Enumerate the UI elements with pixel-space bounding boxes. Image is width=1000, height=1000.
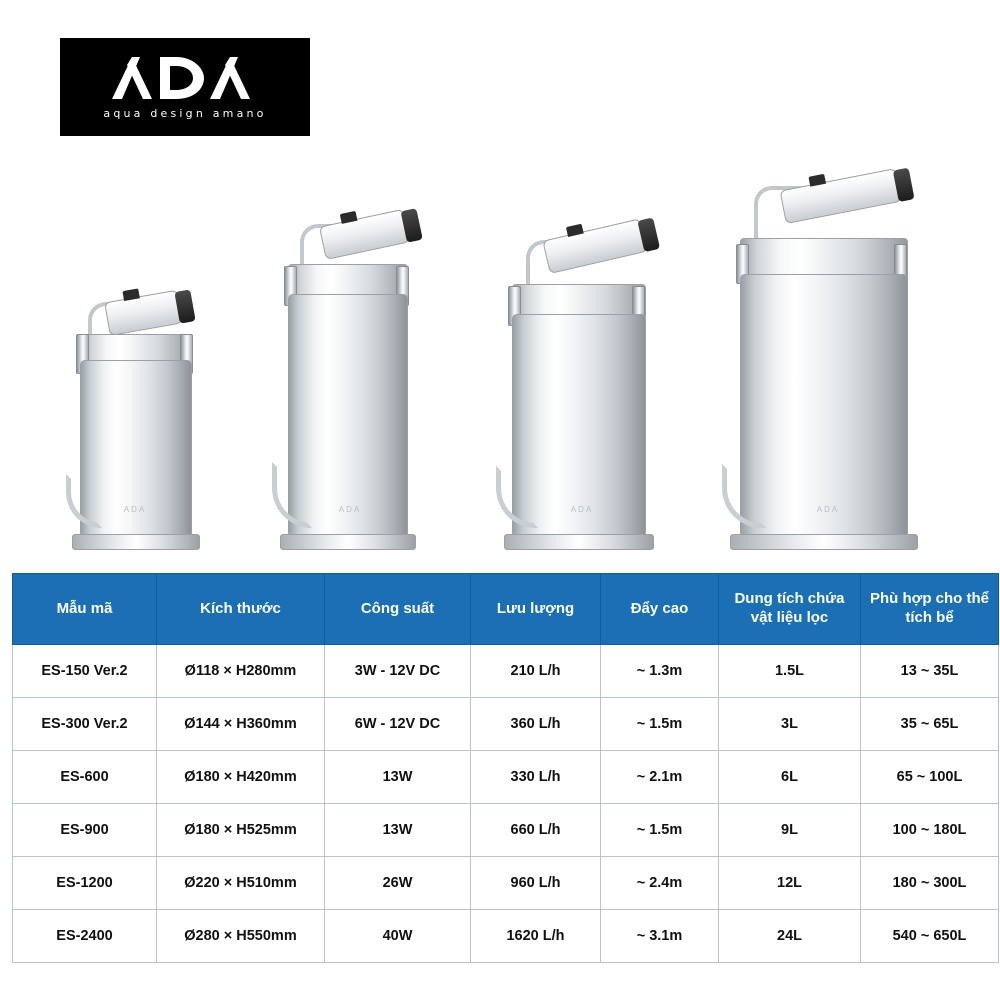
cell-dimensions: Ø180 × H525mm	[157, 804, 325, 857]
cell-model: ES-900	[13, 804, 157, 857]
table-row	[13, 857, 999, 910]
cell-model: ES-2400	[13, 910, 157, 963]
cell-media-volume: 12L	[719, 857, 861, 910]
cell-head-height: ~ 1.3m	[601, 645, 719, 698]
table-row	[13, 910, 999, 963]
table-header-row	[13, 574, 999, 645]
column-header-media-volume: Dung tích chứa vật liệu lọc	[719, 574, 861, 645]
column-header-model: Mẫu mã	[13, 574, 157, 645]
body-brand-text: ADA	[816, 505, 840, 514]
cell-dimensions: Ø180 × H420mm	[157, 751, 325, 804]
cell-power: 13W	[325, 804, 471, 857]
cell-media-volume: 6L	[719, 751, 861, 804]
specification-table	[12, 573, 999, 963]
cell-power: 6W - 12V DC	[325, 698, 471, 751]
column-header-flow: Lưu lượng	[471, 574, 601, 645]
cell-tank-volume: 540 ~ 650L	[861, 910, 999, 963]
table-row	[13, 698, 999, 751]
cell-media-volume: 3L	[719, 698, 861, 751]
cell-flow: 210 L/h	[471, 645, 601, 698]
cell-tank-volume: 35 ~ 65L	[861, 698, 999, 751]
cell-power: 3W - 12V DC	[325, 645, 471, 698]
cell-head-height: ~ 3.1m	[601, 910, 719, 963]
cell-flow: 660 L/h	[471, 804, 601, 857]
column-header-power: Công suất	[325, 574, 471, 645]
cell-tank-volume: 180 ~ 300L	[861, 857, 999, 910]
cell-tank-volume: 100 ~ 180L	[861, 804, 999, 857]
column-header-head-height: Đẩy cao	[601, 574, 719, 645]
cell-power: 40W	[325, 910, 471, 963]
cell-dimensions: Ø220 × H510mm	[157, 857, 325, 910]
cell-media-volume: 9L	[719, 804, 861, 857]
cell-flow: 330 L/h	[471, 751, 601, 804]
cell-dimensions: Ø118 × H280mm	[157, 645, 325, 698]
ada-logo-tagline: aqua design amano	[103, 106, 267, 120]
cell-head-height: ~ 2.4m	[601, 857, 719, 910]
body-brand-text: ADA	[570, 505, 594, 514]
table-row	[13, 751, 999, 804]
cell-flow: 360 L/h	[471, 698, 601, 751]
cell-head-height: ~ 1.5m	[601, 804, 719, 857]
cell-model: ES-150 Ver.2	[13, 645, 157, 698]
cell-dimensions: Ø144 × H360mm	[157, 698, 325, 751]
cell-head-height: ~ 1.5m	[601, 698, 719, 751]
cell-tank-volume: 65 ~ 100L	[861, 751, 999, 804]
cell-tank-volume: 13 ~ 35L	[861, 645, 999, 698]
table-row	[13, 645, 999, 698]
table-row	[13, 804, 999, 857]
cell-media-volume: 1.5L	[719, 645, 861, 698]
column-header-dimensions: Kích thước	[157, 574, 325, 645]
cell-model: ES-300 Ver.2	[13, 698, 157, 751]
cell-dimensions: Ø280 × H550mm	[157, 910, 325, 963]
cell-model: ES-600	[13, 751, 157, 804]
cell-flow: 1620 L/h	[471, 910, 601, 963]
column-header-tank-volume: Phù hợp cho thể tích bể	[861, 574, 999, 645]
cell-media-volume: 24L	[719, 910, 861, 963]
body-brand-text: ADA	[123, 505, 147, 514]
cell-flow: 960 L/h	[471, 857, 601, 910]
cell-power: 26W	[325, 857, 471, 910]
cell-model: ES-1200	[13, 857, 157, 910]
body-brand-text: ADA	[338, 505, 362, 514]
cell-head-height: ~ 2.1m	[601, 751, 719, 804]
cell-power: 13W	[325, 751, 471, 804]
